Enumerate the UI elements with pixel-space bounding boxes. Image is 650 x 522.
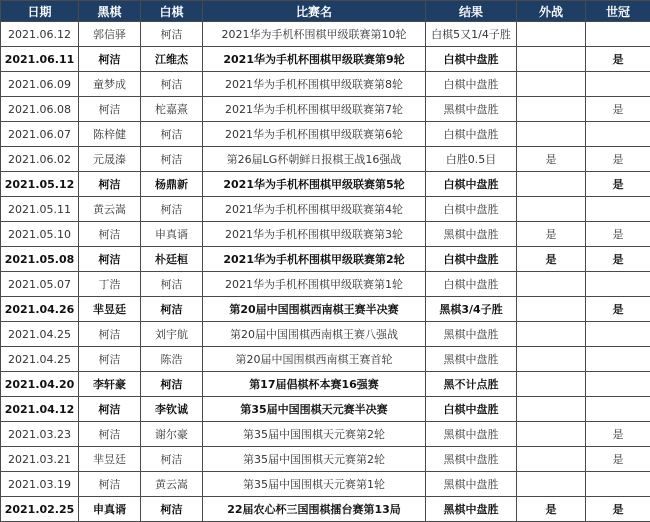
cell-white: 谢尔豪 — [141, 422, 203, 447]
cell-black: 柯洁 — [79, 47, 141, 72]
cell-result: 白棋中盘胜 — [426, 397, 517, 422]
table-row — [1, 347, 650, 372]
cell-world: 是 — [586, 247, 650, 272]
cell-date: 2021.06.02 — [1, 147, 79, 172]
cell-event: 2021华为手机杯围棋甲级联赛第3轮 — [203, 222, 426, 247]
cell-date: 2021.06.07 — [1, 122, 79, 147]
cell-event: 2021华为手机杯围棋甲级联赛第1轮 — [203, 272, 426, 297]
cell-world — [586, 72, 650, 97]
table-row — [1, 147, 650, 172]
cell-result: 白胜0.5目 — [426, 147, 517, 172]
cell-event: 2021华为手机杯围棋甲级联赛第5轮 — [203, 172, 426, 197]
cell-white: 申真谞 — [141, 222, 203, 247]
cell-white: 陈浩 — [141, 347, 203, 372]
cell-black: 柯洁 — [79, 97, 141, 122]
cell-black: 元晟溱 — [79, 147, 141, 172]
table-row — [1, 372, 650, 397]
cell-intl: 是 — [517, 147, 586, 172]
cell-black: 柯洁 — [79, 222, 141, 247]
cell-event: 第17届倡棋杯本赛16强赛 — [203, 372, 426, 397]
cell-intl — [517, 347, 586, 372]
cell-black: 黄云嵩 — [79, 197, 141, 222]
table-row — [1, 222, 650, 247]
table-row — [1, 297, 650, 322]
cell-date: 2021.04.20 — [1, 372, 79, 397]
cell-white: 柁嘉熹 — [141, 97, 203, 122]
cell-event: 2021华为手机杯围棋甲级联赛第10轮 — [203, 22, 426, 47]
cell-intl — [517, 97, 586, 122]
cell-black: 童梦成 — [79, 72, 141, 97]
cell-black: 陈梓健 — [79, 122, 141, 147]
cell-white: 柯洁 — [141, 447, 203, 472]
cell-black: 柯洁 — [79, 472, 141, 497]
header-intl: 外战 — [517, 1, 586, 22]
cell-white: 柯洁 — [141, 372, 203, 397]
cell-date: 2021.04.25 — [1, 347, 79, 372]
cell-intl — [517, 72, 586, 97]
cell-intl — [517, 197, 586, 222]
cell-white: 李钦诚 — [141, 397, 203, 422]
cell-white: 柯洁 — [141, 147, 203, 172]
cell-result: 白棋中盘胜 — [426, 172, 517, 197]
cell-intl — [517, 297, 586, 322]
cell-date: 2021.06.11 — [1, 47, 79, 72]
cell-event: 2021华为手机杯围棋甲级联赛第8轮 — [203, 72, 426, 97]
cell-intl: 是 — [517, 222, 586, 247]
cell-white: 刘宇航 — [141, 322, 203, 347]
cell-event: 22届农心杯三国围棋擂台赛第13局 — [203, 497, 426, 522]
table-row — [1, 447, 650, 472]
cell-event: 第20届中国围棋西南棋王赛首轮 — [203, 347, 426, 372]
cell-white: 杨鼎新 — [141, 172, 203, 197]
cell-black: 柯洁 — [79, 347, 141, 372]
table-row — [1, 47, 650, 72]
cell-black: 柯洁 — [79, 172, 141, 197]
cell-world: 是 — [586, 97, 650, 122]
cell-world — [586, 272, 650, 297]
cell-world: 是 — [586, 447, 650, 472]
cell-white: 黄云嵩 — [141, 472, 203, 497]
cell-result: 黑棋中盘胜 — [426, 472, 517, 497]
cell-date: 2021.04.25 — [1, 322, 79, 347]
cell-intl — [517, 372, 586, 397]
cell-intl — [517, 397, 586, 422]
cell-world — [586, 122, 650, 147]
cell-world: 是 — [586, 422, 650, 447]
table-row — [1, 72, 650, 97]
table-row — [1, 422, 650, 447]
header-white: 白棋 — [141, 1, 203, 22]
cell-world — [586, 397, 650, 422]
cell-world: 是 — [586, 297, 650, 322]
table-row — [1, 97, 650, 122]
cell-world — [586, 372, 650, 397]
header-event: 比赛名 — [203, 1, 426, 22]
cell-world — [586, 472, 650, 497]
cell-result: 白棋5又1/4子胜 — [426, 22, 517, 47]
header-world: 世冠 — [586, 1, 650, 22]
cell-white: 柯洁 — [141, 122, 203, 147]
cell-date: 2021.06.09 — [1, 72, 79, 97]
cell-event: 第20届中国围棋西南棋王赛半决赛 — [203, 297, 426, 322]
cell-result: 白棋中盘胜 — [426, 47, 517, 72]
cell-date: 2021.04.12 — [1, 397, 79, 422]
cell-black: 柯洁 — [79, 322, 141, 347]
cell-result: 黑棋中盘胜 — [426, 422, 517, 447]
cell-intl — [517, 22, 586, 47]
cell-result: 黑棋3/4子胜 — [426, 297, 517, 322]
cell-result: 白棋中盘胜 — [426, 122, 517, 147]
header-date: 日期 — [1, 1, 79, 22]
table-row — [1, 22, 650, 47]
cell-event: 第26届LG杯朝鲜日报棋王战16强战 — [203, 147, 426, 172]
cell-black: 柯洁 — [79, 397, 141, 422]
cell-date: 2021.04.26 — [1, 297, 79, 322]
table-row — [1, 322, 650, 347]
cell-result: 白棋中盘胜 — [426, 72, 517, 97]
cell-date: 2021.02.25 — [1, 497, 79, 522]
cell-date: 2021.06.12 — [1, 22, 79, 47]
cell-result: 黑不计点胜 — [426, 372, 517, 397]
cell-black: 芈昱廷 — [79, 447, 141, 472]
cell-date: 2021.05.07 — [1, 272, 79, 297]
table-row — [1, 272, 650, 297]
cell-intl: 是 — [517, 497, 586, 522]
cell-event: 2021华为手机杯围棋甲级联赛第9轮 — [203, 47, 426, 72]
cell-black: 丁浩 — [79, 272, 141, 297]
cell-date: 2021.05.08 — [1, 247, 79, 272]
table-row — [1, 172, 650, 197]
cell-result: 白棋中盘胜 — [426, 272, 517, 297]
cell-black: 柯洁 — [79, 422, 141, 447]
cell-event: 2021华为手机杯围棋甲级联赛第2轮 — [203, 247, 426, 272]
table-row — [1, 472, 650, 497]
header-row — [1, 1, 650, 22]
cell-event: 2021华为手机杯围棋甲级联赛第4轮 — [203, 197, 426, 222]
cell-intl: 是 — [517, 247, 586, 272]
cell-intl — [517, 122, 586, 147]
cell-world: 是 — [586, 172, 650, 197]
cell-black: 李轩豪 — [79, 372, 141, 397]
cell-date: 2021.05.10 — [1, 222, 79, 247]
cell-world — [586, 22, 650, 47]
cell-date: 2021.05.12 — [1, 172, 79, 197]
cell-date: 2021.05.11 — [1, 197, 79, 222]
cell-intl — [517, 422, 586, 447]
table-row — [1, 247, 650, 272]
cell-result: 黑棋中盘胜 — [426, 222, 517, 247]
cell-date: 2021.03.21 — [1, 447, 79, 472]
cell-white: 柯洁 — [141, 272, 203, 297]
cell-world: 是 — [586, 222, 650, 247]
table-row — [1, 122, 650, 147]
cell-event: 第20届中国围棋西南棋王赛八强战 — [203, 322, 426, 347]
cell-white: 江维杰 — [141, 47, 203, 72]
cell-white: 朴廷桓 — [141, 247, 203, 272]
cell-white: 柯洁 — [141, 197, 203, 222]
cell-date: 2021.03.23 — [1, 422, 79, 447]
cell-white: 柯洁 — [141, 72, 203, 97]
cell-world — [586, 197, 650, 222]
cell-event: 第35届中国围棋天元赛半决赛 — [203, 397, 426, 422]
header-result: 结果 — [426, 1, 517, 22]
cell-white: 柯洁 — [141, 497, 203, 522]
cell-result: 黑棋中盘胜 — [426, 447, 517, 472]
cell-result: 黑棋中盘胜 — [426, 497, 517, 522]
cell-event: 第35届中国围棋天元赛第1轮 — [203, 472, 426, 497]
cell-black: 申真谞 — [79, 497, 141, 522]
cell-world — [586, 347, 650, 372]
cell-result: 白棋中盘胜 — [426, 247, 517, 272]
cell-black: 郭信驿 — [79, 22, 141, 47]
cell-white: 柯洁 — [141, 22, 203, 47]
cell-result: 黑棋中盘胜 — [426, 347, 517, 372]
cell-intl — [517, 47, 586, 72]
cell-black: 芈昱廷 — [79, 297, 141, 322]
cell-event: 第35届中国围棋天元赛第2轮 — [203, 447, 426, 472]
cell-result: 黑棋中盘胜 — [426, 322, 517, 347]
cell-white: 柯洁 — [141, 297, 203, 322]
table-row — [1, 397, 650, 422]
cell-world: 是 — [586, 147, 650, 172]
cell-world: 是 — [586, 497, 650, 522]
cell-event: 2021华为手机杯围棋甲级联赛第6轮 — [203, 122, 426, 147]
cell-intl — [517, 322, 586, 347]
cell-world — [586, 322, 650, 347]
cell-event: 第35届中国围棋天元赛第2轮 — [203, 422, 426, 447]
table-body — [1, 22, 650, 522]
cell-intl — [517, 447, 586, 472]
cell-intl — [517, 472, 586, 497]
cell-intl — [517, 272, 586, 297]
cell-result: 黑棋中盘胜 — [426, 97, 517, 122]
header-black: 黑棋 — [79, 1, 141, 22]
cell-event: 2021华为手机杯围棋甲级联赛第7轮 — [203, 97, 426, 122]
cell-date: 2021.03.19 — [1, 472, 79, 497]
cell-world: 是 — [586, 47, 650, 72]
cell-black: 柯洁 — [79, 247, 141, 272]
cell-result: 白棋中盘胜 — [426, 197, 517, 222]
table-row — [1, 497, 650, 522]
cell-date: 2021.06.08 — [1, 97, 79, 122]
cell-intl — [517, 172, 586, 197]
table-row — [1, 197, 650, 222]
